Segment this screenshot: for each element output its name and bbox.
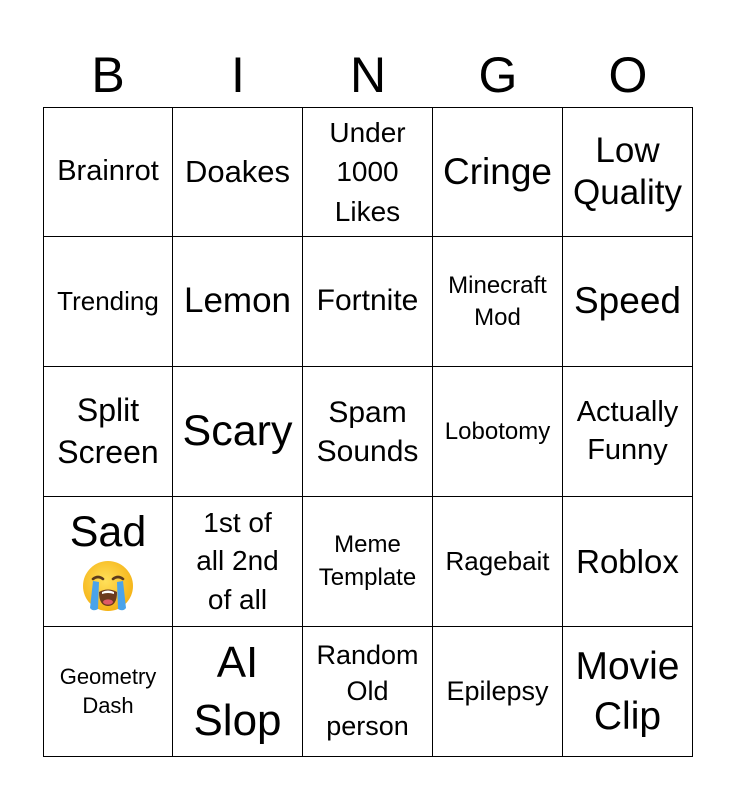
cell-label: Sad [69, 507, 147, 556]
bingo-cell-minecraft-mod[interactable] [433, 237, 563, 367]
bingo-cell-sad[interactable] [43, 497, 173, 627]
crying-face-emoji-icon [80, 558, 136, 614]
bingo-cell-under-1000-likes[interactable] [303, 107, 433, 237]
cell-label: Lobotomy [444, 417, 551, 445]
bingo-cell-trending[interactable] [43, 237, 173, 367]
cell-label: Under 1000 Likes [329, 117, 406, 227]
cell-label: Roblox [576, 542, 679, 580]
cell-label: Movie Clip [575, 644, 680, 738]
header-letter-o: O [608, 47, 648, 103]
bingo-cell-epilepsy[interactable] [433, 627, 563, 757]
bingo-cell-fortnite[interactable] [303, 237, 433, 367]
bingo-cell-low-quality[interactable] [563, 107, 693, 237]
cell-label: Low Quality [573, 131, 682, 212]
bingo-cell-geometry-dash[interactable] [43, 627, 173, 757]
bingo-cell-meme-template[interactable] [303, 497, 433, 627]
cell-label: Fortnite [316, 284, 419, 318]
cell-label: Geometry Dash [59, 663, 157, 718]
header-letter-i: I [231, 47, 245, 103]
bingo-cell-ragebait[interactable] [433, 497, 563, 627]
cell-label: Brainrot [57, 155, 159, 188]
bingo-cell-lobotomy[interactable] [433, 367, 563, 497]
bingo-cell-split-screen[interactable] [43, 367, 173, 497]
bingo-cell-spam-sounds[interactable] [303, 367, 433, 497]
cell-label: Actually Funny [576, 395, 679, 466]
cell-label: Epilepsy [446, 675, 549, 706]
header-letter-b: B [91, 47, 125, 103]
cell-label: Ragebait [445, 545, 550, 576]
cell-label: Random Old person [316, 640, 419, 742]
cell-label: Meme Template [318, 531, 417, 591]
cell-label: 1st of all 2nd of all [196, 506, 279, 615]
bingo-cell-1st-of-all-2nd-of-all[interactable] [173, 497, 303, 627]
cell-label: AI Slop [193, 638, 282, 745]
header-letter-g: G [478, 47, 518, 103]
cell-label: Spam Sounds [316, 395, 419, 468]
header-letter-n: N [349, 47, 387, 103]
bingo-header [43, 44, 693, 106]
bingo-cell-actually-funny[interactable] [563, 367, 693, 497]
cell-label: Scary [182, 406, 293, 455]
cell-label: Cringe [443, 150, 552, 192]
bingo-cell-random-old-person[interactable] [303, 627, 433, 757]
bingo-cell-roblox[interactable] [563, 497, 693, 627]
cell-label: Speed [574, 280, 681, 322]
cell-label: Minecraft Mod [448, 272, 547, 331]
bingo-cell-lemon[interactable] [173, 237, 303, 367]
bingo-cell-movie-clip[interactable] [563, 627, 693, 757]
bingo-cell-ai-slop[interactable] [173, 627, 303, 757]
cell-label: Split Screen [57, 391, 159, 470]
bingo-cell-cringe[interactable] [433, 107, 563, 237]
bingo-cell-scary[interactable] [173, 367, 303, 497]
bingo-cell-brainrot[interactable] [43, 107, 173, 237]
cell-label: Lemon [183, 281, 292, 321]
bingo-cell-doakes[interactable] [173, 107, 303, 237]
bingo-board [43, 107, 693, 757]
cell-label: Trending [57, 285, 159, 316]
bingo-cell-speed[interactable] [563, 237, 693, 367]
cell-label: Doakes [184, 154, 291, 190]
